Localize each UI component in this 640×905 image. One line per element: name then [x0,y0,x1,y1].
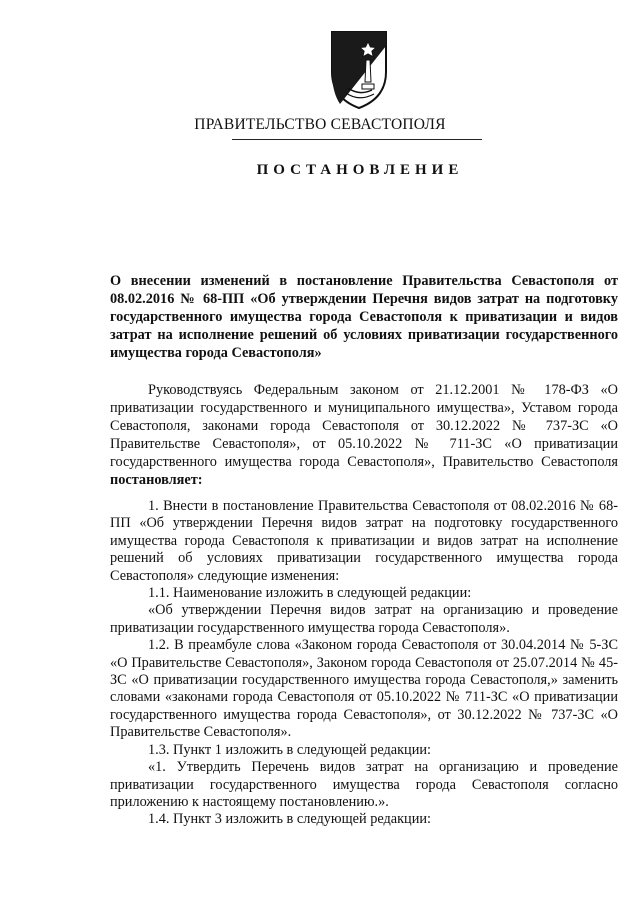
basis-text: Руководствуясь Федеральным законом от 21.12.2001 № 178-ФЗ «О приватизации государственного и муниципального имущества», Уставом города Севастополя, законами города Севастополя от 30.12.2022 № 737-ЗС «О Правительстве Севастополя», от 05.10.2022 № 711-ЗС «О приватизации государственного имущества города Севастополя», Правительство Севастополя [110,382,618,470]
paragraph-quote-2: «1. Утвердить Перечень видов затрат на организацию и проведение приватизации государственного имущества города Севастополя согласно приложению к настоящему постановлению.». [110,759,618,810]
header-rule [232,139,482,140]
document-title: О внесении изменений в постановление Правительства Севастополя от 08.02.2016 № 68-ПП «Об утверждении Перечня видов затрат на подготовку государственного имущества города Севастополя к приватизации и видов затрат на исполнение решений об условиях приватизации государственного имущества города Севастополя» [110,273,618,361]
basis-paragraph [110,381,618,489]
paragraph-1-4: 1.4. Пункт 3 изложить в следующей редакции: [148,811,431,828]
paragraph-quote-1: «Об утверждении Перечня видов затрат на организацию и проведение приватизации государственного имущества города Севастополя». [110,602,618,636]
org-name: ПРАВИТЕЛЬСТВО СЕВАСТОПОЛЯ [194,116,446,133]
paragraph-1-2: 1.2. В преамбуле слова «Законом города Севастополя от 30.04.2014 № 5-ЗС «О Правительстве Севастополя», Законом города Севастополя от 25.07.2014 № 45-ЗС «О приватизации государственного имущества города Севастополя,» заменить словами «законами города Севастополя от 05.10.2022 № 711-ЗС «О приватизации государственного имущества города Севастополя», от 30.12.2022 № 737-ЗС «О Правительстве Севастополя». [110,637,618,741]
paragraph-1-1: 1.1. Наименование изложить в следующей редакции: [148,585,472,602]
document-body [110,498,618,829]
doc-type-heading: ПОСТАНОВЛЕНИЕ [256,162,464,178]
paragraph-1-3: 1.3. Пункт 1 изложить в следующей редакции: [148,741,431,758]
paragraph-1: 1. Внести в постановление Правительства Севастополя от 08.02.2016 № 68-ПП «Об утверждении Перечня видов затрат на подготовку государственного имущества города Севастополя к приватизации и видов затрат на исполнение решений об условиях приватизации государственного имущества города Севастополя» следующие изменения: [110,498,618,584]
coat-of-arms-emblem [328,26,390,110]
basis-emphasis: постановляет: [110,472,203,488]
